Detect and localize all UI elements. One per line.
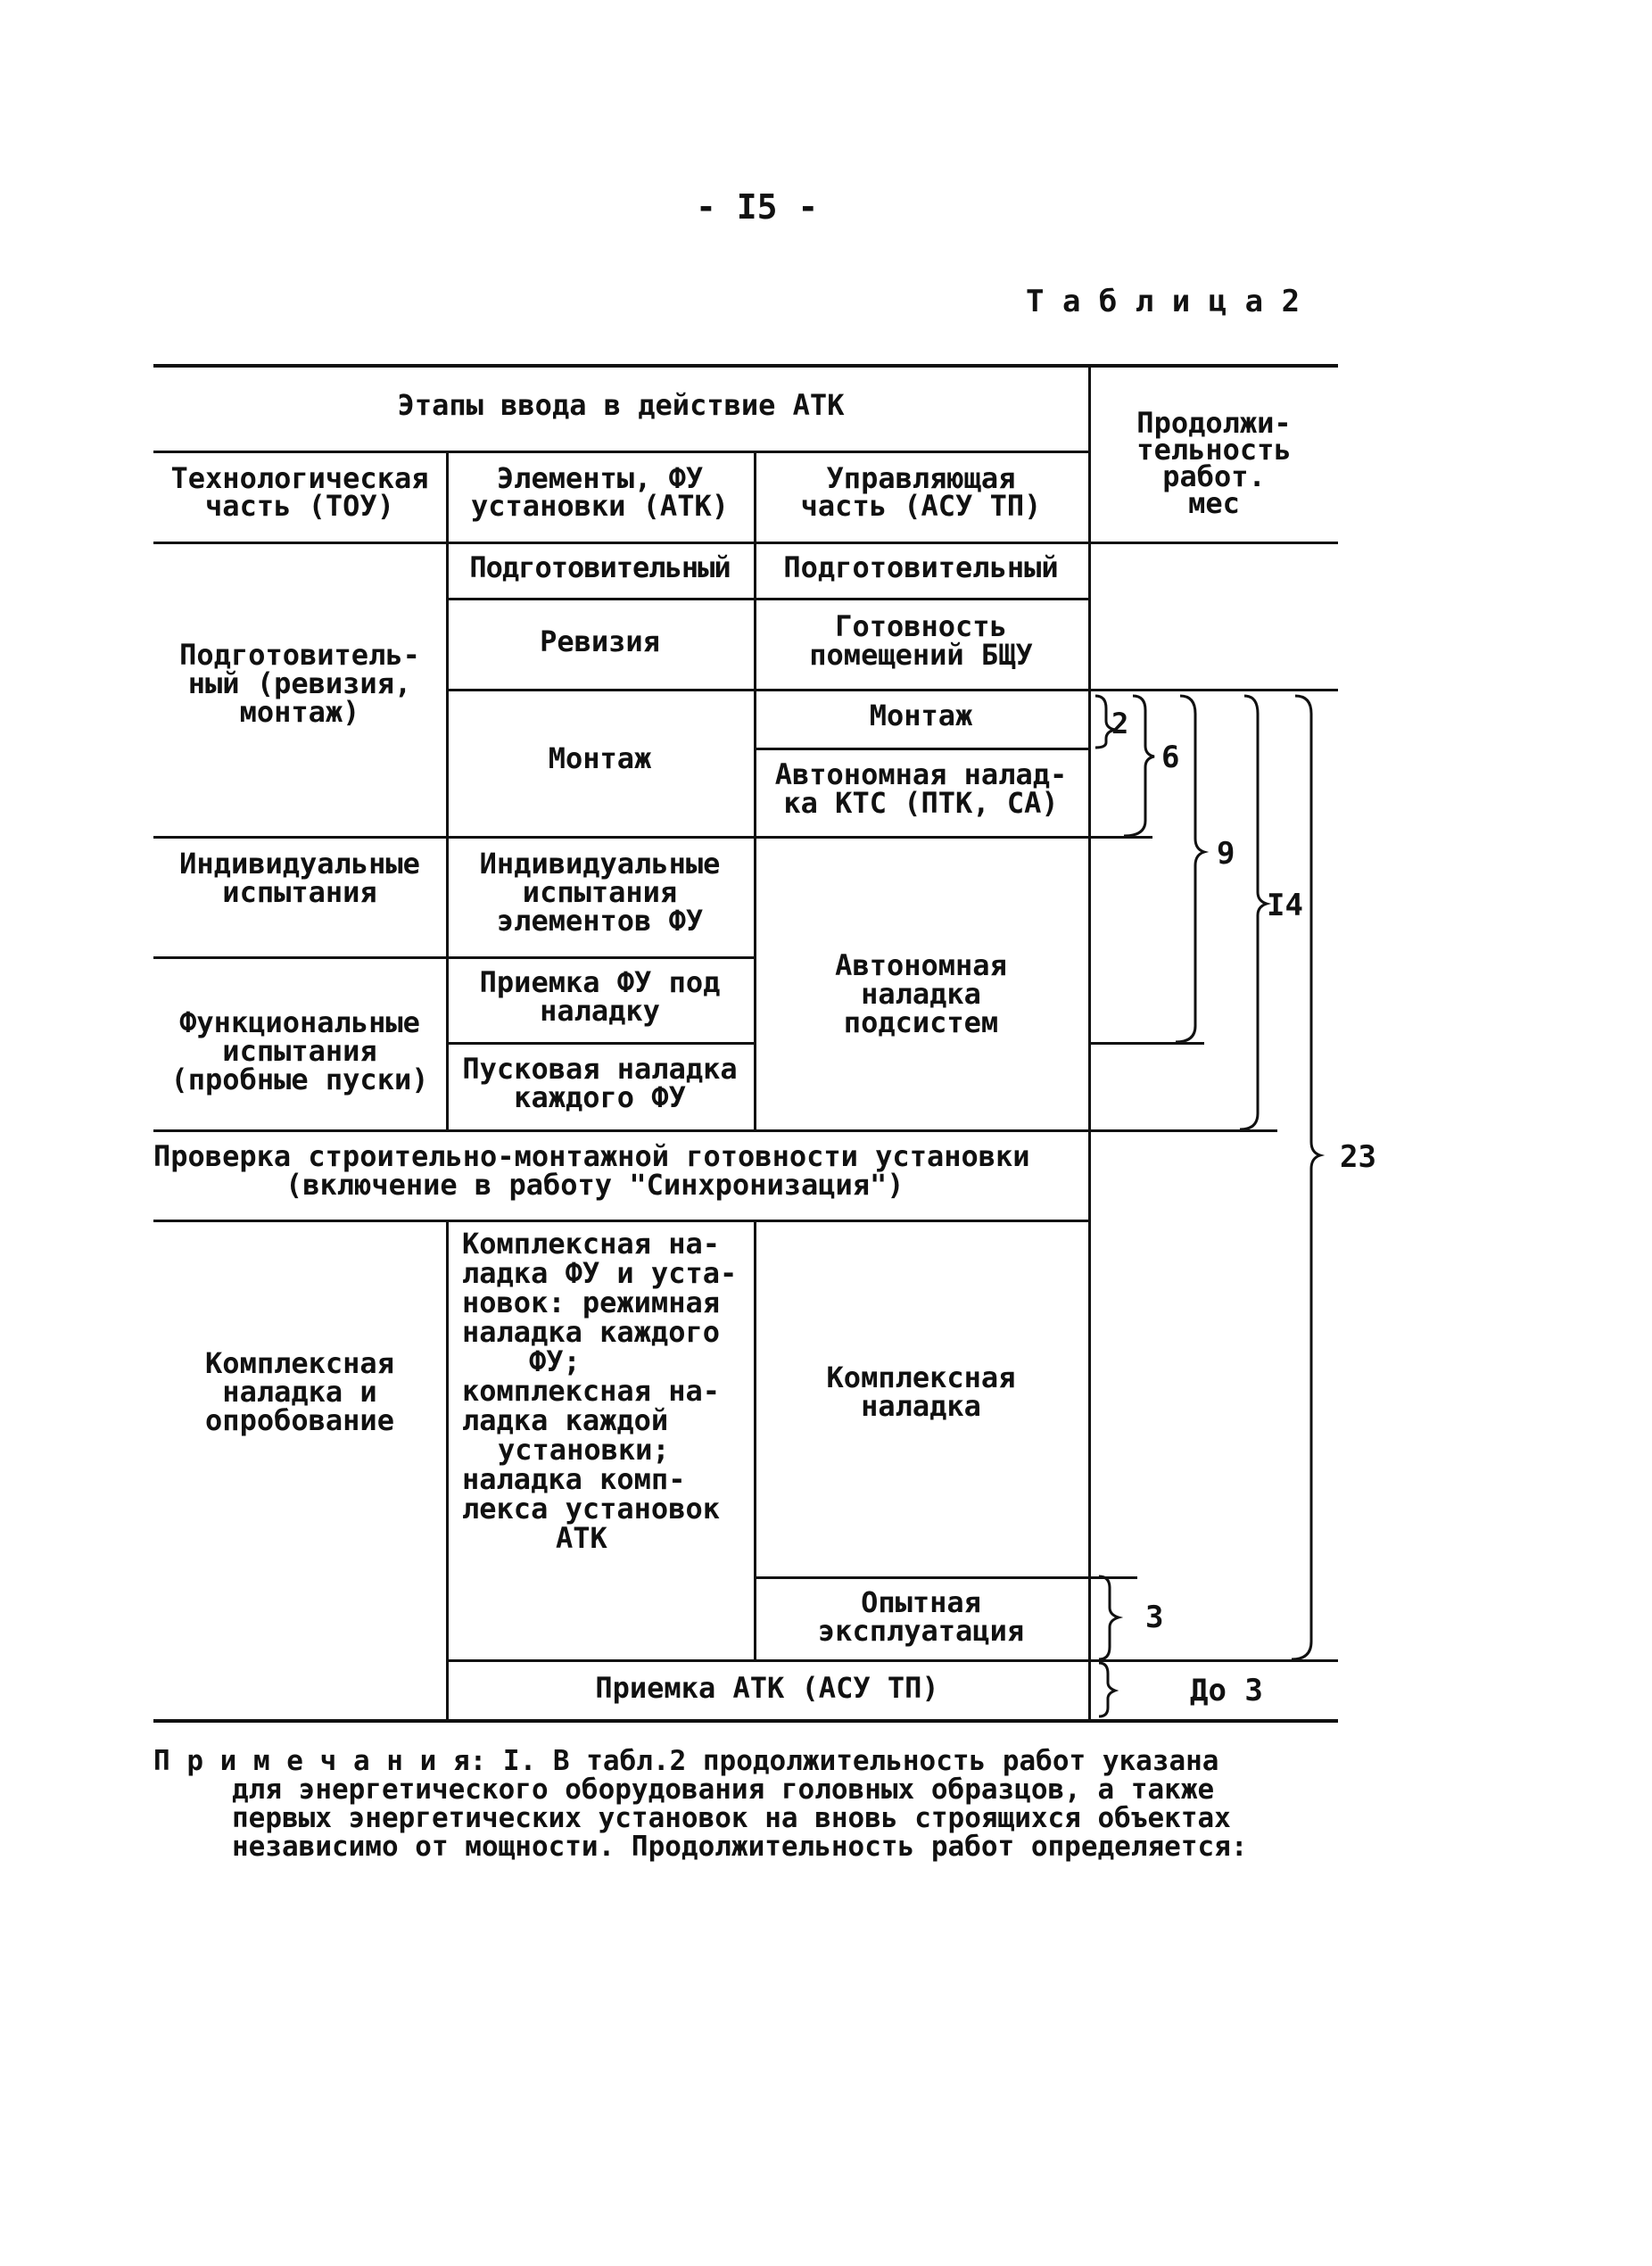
cell-ind-tests-tech: Индивидуальные (179, 847, 420, 881)
complex-el-line: Комплексная на- (462, 1227, 720, 1261)
header-col-control: часть (АСУ ТП) (800, 489, 1042, 523)
note-line: для энергетического оборудования головных образцов, а также (232, 1774, 1215, 1806)
brace-14 (1240, 696, 1267, 1129)
brace-23 (1292, 696, 1320, 1659)
cell-prep-ctrl: Подготовительный (783, 550, 1059, 584)
cell-func-tests: (пробные пуски) (170, 1063, 429, 1096)
header-col-elements: Элементы, ФУ (496, 461, 704, 495)
cell-ind-tests-el: элементов ФУ (496, 904, 704, 938)
complex-el-line: лекса установок (462, 1492, 720, 1526)
cell-check: Проверка строительно-монтажной готовности установки (153, 1139, 1030, 1173)
duration-9: 9 (1217, 836, 1235, 872)
cell-autonomous-sub: Автономная (835, 948, 1007, 982)
brace-3 (1099, 1576, 1119, 1659)
complex-el-line: установки; (498, 1433, 670, 1467)
cell-revision: Ревизия (540, 624, 660, 658)
complex-el-line: наладка комп- (462, 1462, 686, 1496)
duration-23: 23 (1340, 1139, 1376, 1175)
cell-ind-tests-el: испытания (522, 875, 678, 909)
complex-el-line: ладка каждой (462, 1403, 669, 1437)
complex-el-line: АТК (556, 1521, 607, 1555)
cell-func-tests: испытания (222, 1034, 377, 1068)
cell-tech-prep: ный (ревизия, (187, 666, 412, 700)
cell-montage-ctrl: Монтаж (869, 699, 973, 732)
cell-func-tests: Функциональные (179, 1005, 420, 1039)
duration-to3: До 3 (1190, 1673, 1263, 1708)
complex-el-line: новок: режимная (462, 1286, 720, 1319)
cell-trial: эксплуатация (817, 1614, 1025, 1648)
cell-ind-tests-el: Индивидуальные (479, 847, 721, 881)
cell-autonomous-sub: наладка (861, 977, 981, 1011)
header-col-tech: Технологическая (170, 461, 429, 495)
header-col-control: Управляющая (826, 461, 1016, 495)
cell-tech-prep: монтаж) (239, 695, 360, 729)
cell-readiness: помещений БЩУ (809, 638, 1033, 672)
cell-autonomous-kts: ка КТС (ПТК, СА) (783, 786, 1059, 820)
cell-complex-ctrl: Комплексная (826, 1360, 1016, 1394)
cell-launch-fu: каждого ФУ (514, 1080, 686, 1114)
cell-complex-tech: наладка и (222, 1375, 377, 1409)
cell-acceptance: Приемка АТК (АСУ ТП) (595, 1671, 939, 1705)
complex-el-line: ладка ФУ и уста- (462, 1256, 738, 1290)
duration-line: работ. (1162, 459, 1266, 493)
cell-accept-fu: наладку (540, 994, 660, 1028)
complex-el-line: комплексная на- (462, 1374, 720, 1408)
header-col-tech: часть (ТОУ) (205, 489, 394, 523)
duration-line: Продолжи- (1136, 406, 1292, 440)
cell-launch-fu: Пусковая наладка (462, 1052, 738, 1086)
duration-3: 3 (1145, 1600, 1164, 1635)
complex-el-line: ФУ; (529, 1344, 581, 1378)
cell-complex-tech: опробование (205, 1403, 394, 1437)
cell-autonomous-kts: Автономная налад- (774, 757, 1068, 791)
cell-complex-ctrl: наладка (861, 1389, 981, 1423)
cell-tech-prep: Подготовитель- (179, 638, 420, 672)
cell-trial: Опытная (861, 1585, 981, 1619)
cell-readiness: Готовность (835, 609, 1007, 643)
cell-prep-el: Подготовительный (469, 550, 731, 584)
duration-6: 6 (1161, 740, 1180, 775)
page-number: - I5 - (696, 187, 819, 227)
note-line: П р и м е ч а н и я: I. В табл.2 продолжительность работ указана (153, 1745, 1219, 1777)
note-line: независимо от мощности. Продолжительность работ определяется: (232, 1831, 1248, 1863)
brace-to3 (1099, 1663, 1115, 1716)
cell-accept-fu: Приемка ФУ под (479, 965, 721, 999)
note-line: первых энергетических установок на вновь строящихся объектах (232, 1802, 1231, 1834)
brace-9 (1176, 696, 1204, 1042)
complex-el-line: наладка каждого (462, 1315, 720, 1349)
header-stages: Этапы ввода в действие АТК (397, 388, 845, 422)
cell-check: (включение в работу "Синхронизация") (285, 1168, 904, 1202)
cell-ind-tests-tech: испытания (222, 875, 377, 909)
cell-autonomous-sub: подсистем (843, 1005, 999, 1039)
cell-montage-el: Монтаж (548, 741, 652, 775)
cell-complex-tech: Комплексная (205, 1346, 394, 1380)
duration-2: 2 (1111, 707, 1129, 740)
header-col-elements: установки (АТК) (471, 489, 729, 523)
duration-14: I4 (1267, 888, 1303, 923)
duration-line: тельность (1136, 433, 1292, 467)
duration-line: мес (1188, 486, 1240, 520)
table-label: Т а б л и ц а 2 (1026, 284, 1301, 319)
